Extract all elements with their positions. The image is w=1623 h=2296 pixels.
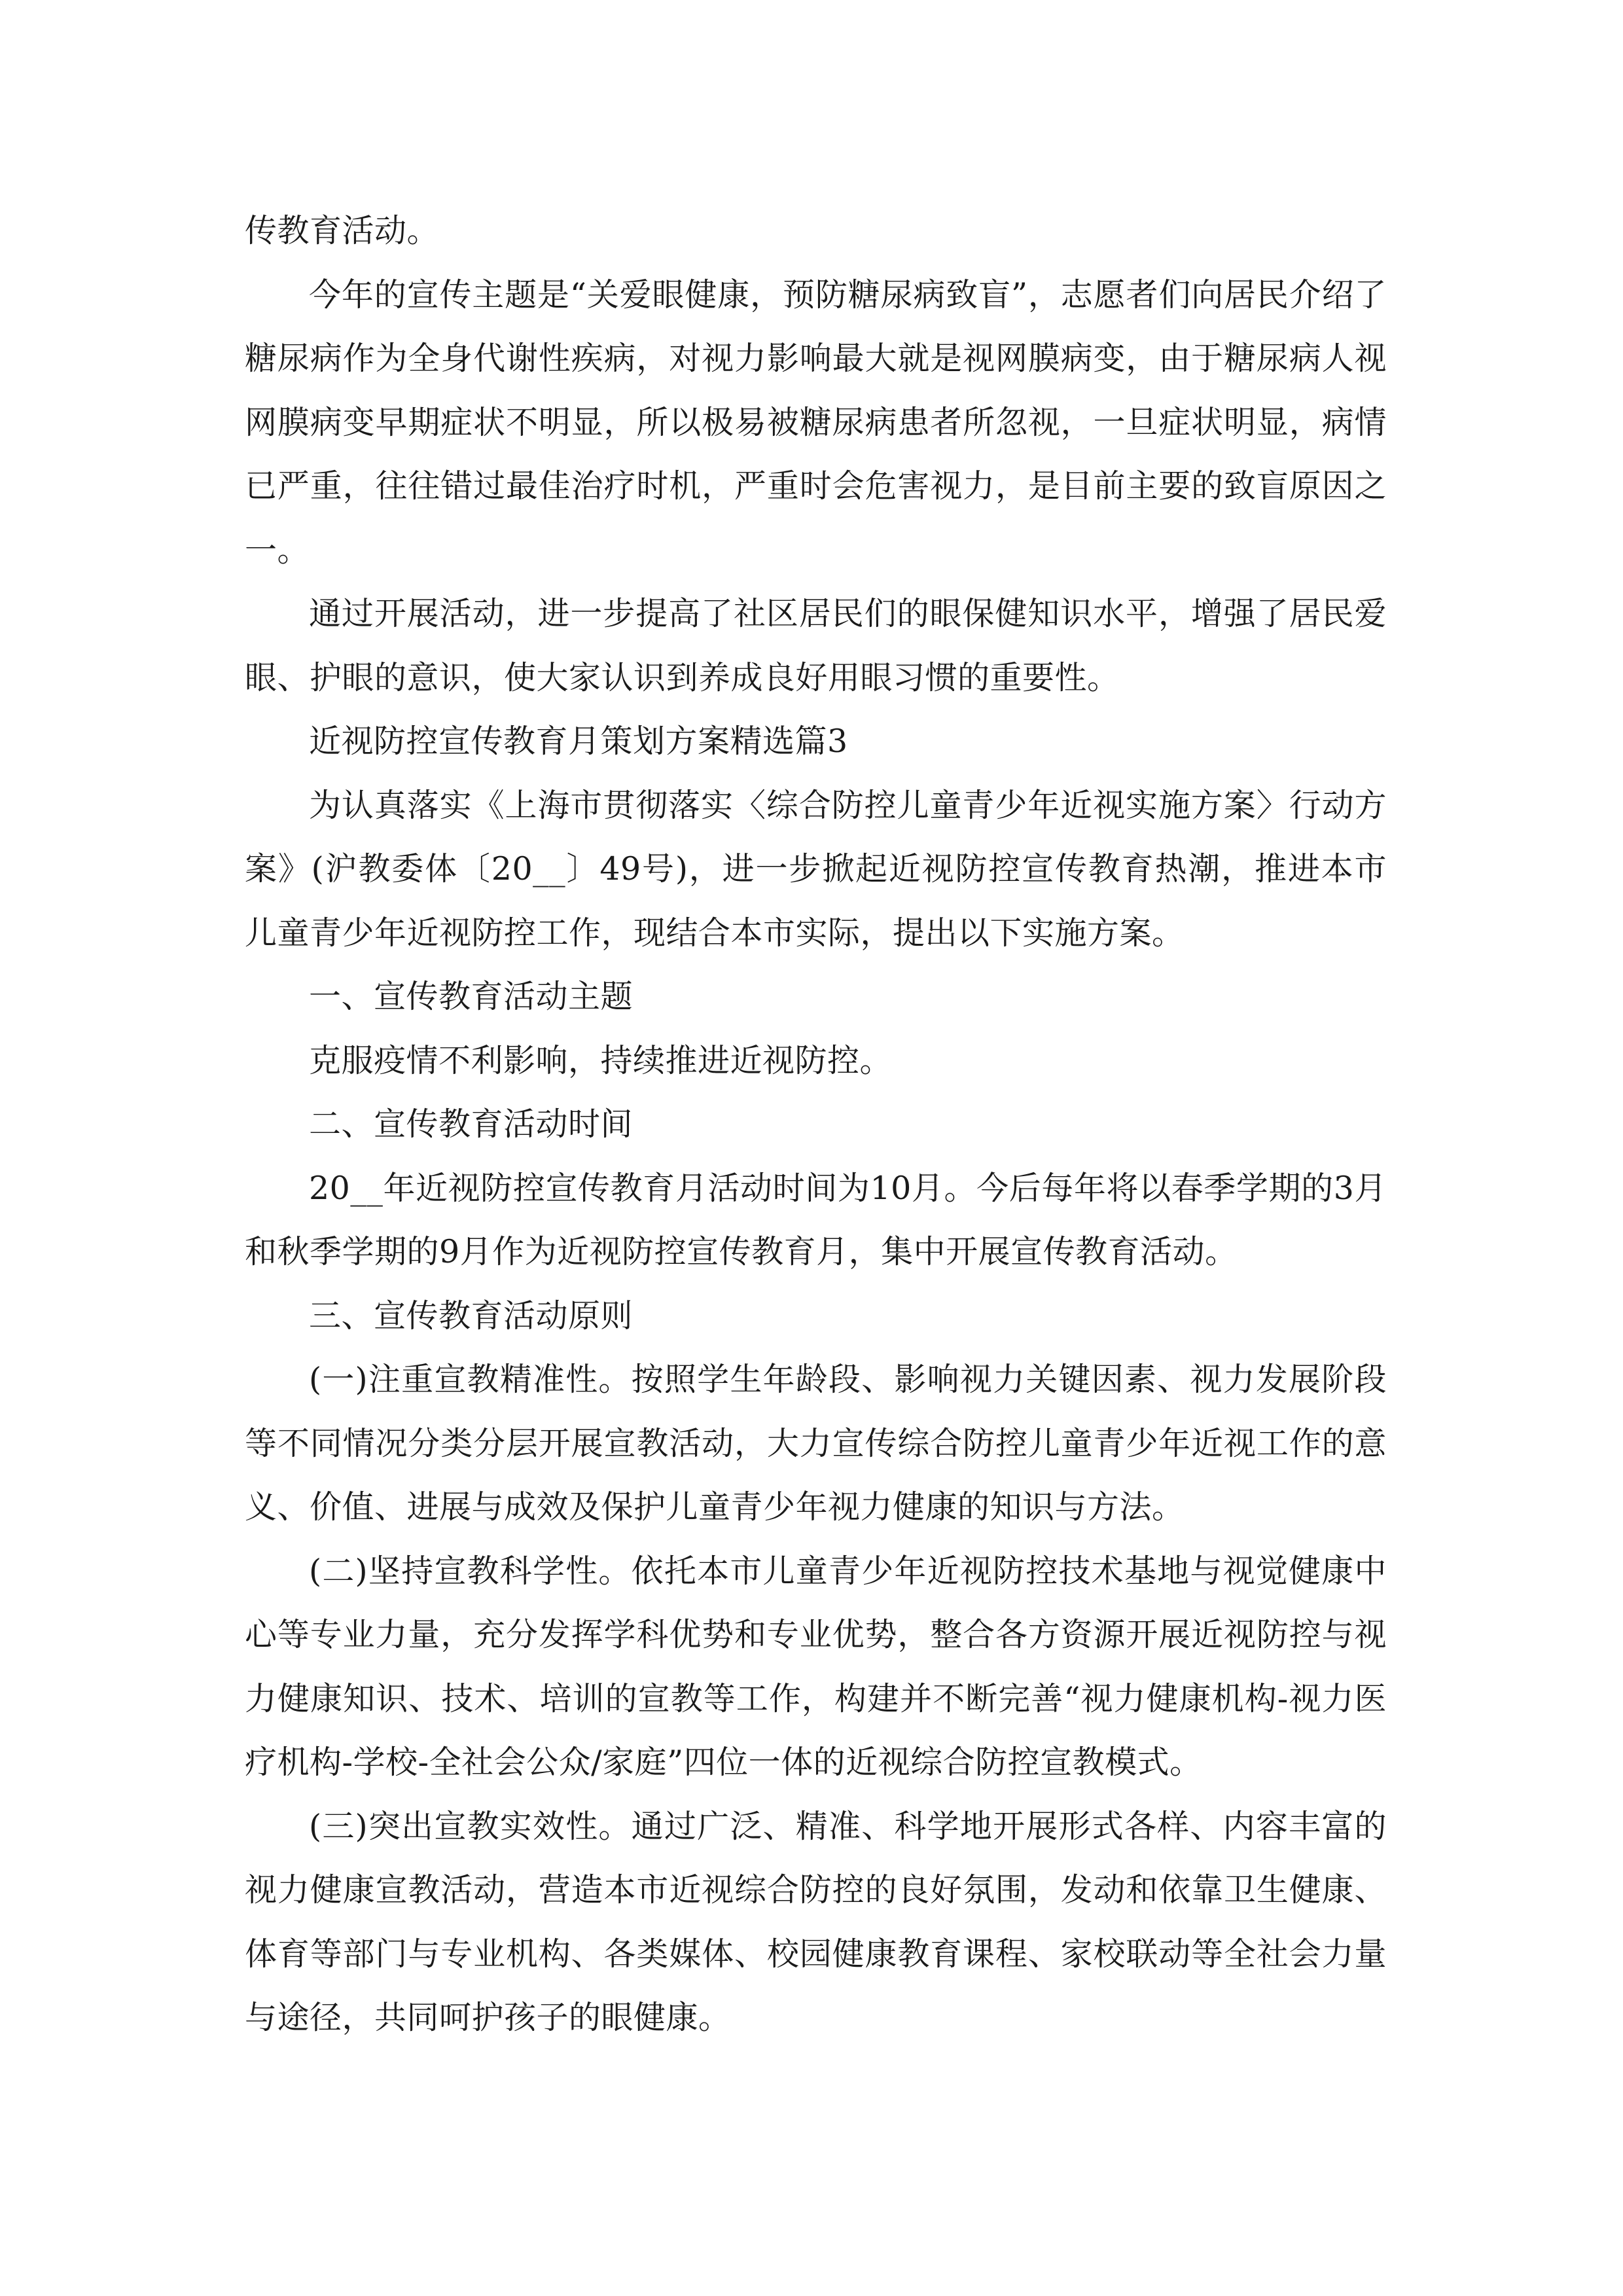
paragraph: 克服疫情不利影响，持续推进近视防控。 — [309, 1041, 893, 1079]
section-heading: 一、宣传教育活动主题 — [309, 978, 633, 1015]
paragraph: 20__年近视防控宣传教育月活动时间为10月。今后每年将以春季学期的3月和秋季学期的9月作为近视防控宣传教育月，集中开展宣传教育活动。 — [245, 1169, 1387, 1270]
paragraph: (一)注重宣教精准性。按照学生年龄段、影响视力关键因素、视力发展阶段等不同情况分类分层开展宣教活动，大力宣传综合防控儿童青少年近视工作的意义、价值、进展与成效及保护儿童青少年视力健康的知识与方法。 — [245, 1361, 1387, 1526]
paragraph: (三)突出宣教实效性。通过广泛、精准、科学地开展形式各样、内容丰富的视力健康宣教活动，营造本市近视综合防控的良好氛围，发动和依靠卫生健康、体育等部门与专业机构、各类媒体、校园健康教育课程、家校联动等全社会力量与途径，共同呵护孩子的眼健康。 — [245, 1807, 1387, 2036]
paragraph: 今年的宣传主题是“关爱眼健康，预防糖尿病致盲”，志愿者们向居民介绍了糖尿病作为全身代谢性疾病，对视力影响最大就是视网膜病变，由于糖尿病人视网膜病变早期症状不明显，所以极易被糖尿病患者所忽视，一旦症状明显，病情已严重，往往错过最佳治疗时机，严重时会危害视力，是目前主要的致盲原因之一。 — [245, 276, 1387, 569]
paragraph: 传教育活动。 — [245, 212, 440, 249]
paragraph: 为认真落实《上海市贯彻落实〈综合防控儿童青少年近视实施方案〉行动方案》(沪教委体〔20__〕49号)，进一步掀起近视防控宣传教育热潮，推进本市儿童青少年近视防控工作，现结合本市实际，提出以下实施方案。 — [245, 786, 1387, 952]
paragraph: 通过开展活动，进一步提高了社区居民们的眼保健知识水平，增强了居民爱眼、护眼的意识，使大家认识到养成良好用眼习惯的重要性。 — [245, 595, 1387, 696]
section-title: 近视防控宣传教育月策划方案精选篇3 — [309, 723, 848, 760]
section-heading: 三、宣传教育活动原则 — [309, 1297, 633, 1335]
document-body — [245, 199, 1387, 2050]
paragraph: (二)坚持宣教科学性。依托本市儿童青少年近视防控技术基地与视觉健康中心等专业力量，充分发挥学科优势和专业优势，整合各方资源开展近视防控与视力健康知识、技术、培训的宣教等工作，构建并不断完善“视力健康机构-视力医疗机构-学校-全社会公众/家庭”四位一体的近视综合防控宣教模式。 — [245, 1552, 1387, 1781]
section-heading: 二、宣传教育活动时间 — [309, 1105, 633, 1143]
